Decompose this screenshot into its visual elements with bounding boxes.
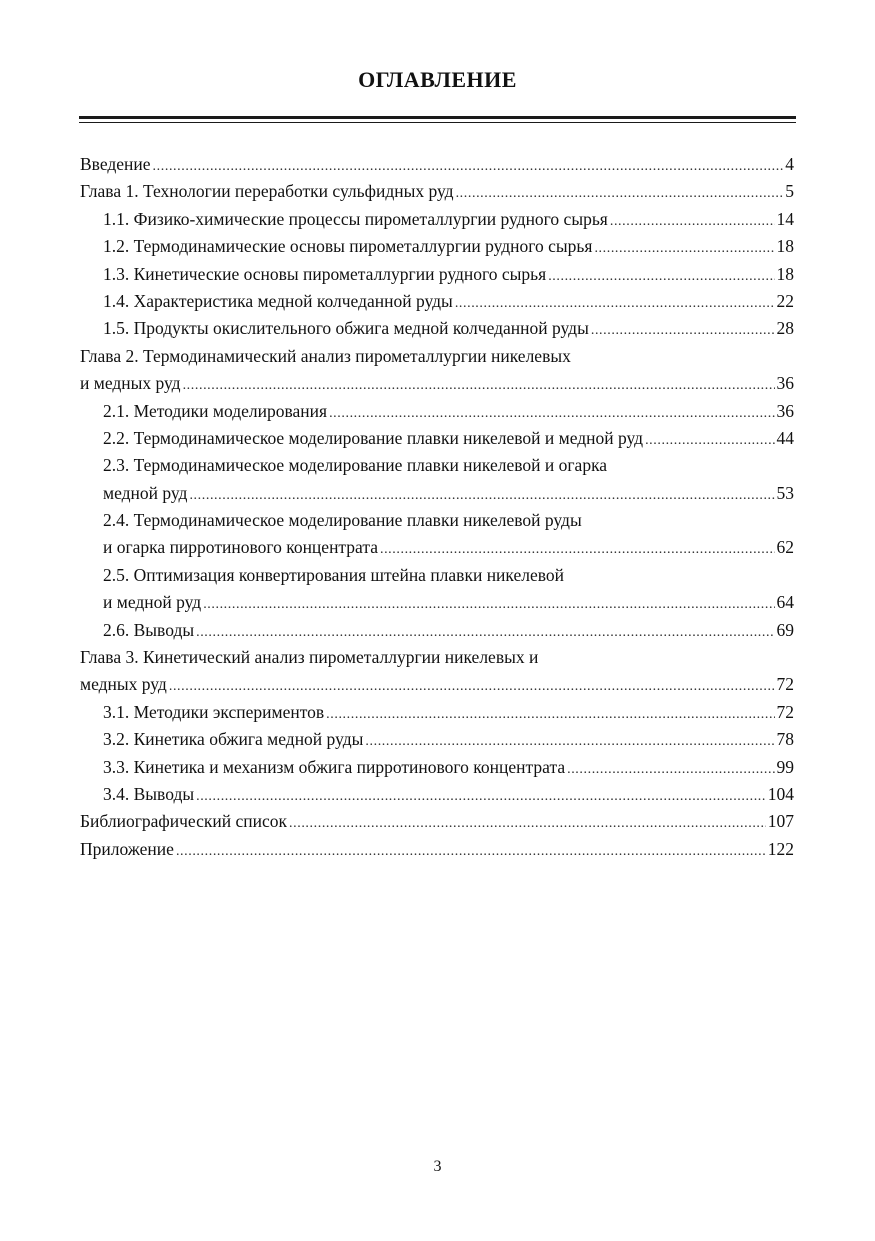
- toc-entry-page: 36: [776, 400, 794, 421]
- dot-leader: [456, 180, 784, 207]
- toc-entry-title: 2.4. Термодинамическое моделирование плавки никелевой руды: [103, 510, 582, 531]
- toc-entry-title: 3.2. Кинетика обжига медной руды: [103, 729, 364, 750]
- toc-entry-page: 107: [767, 811, 794, 832]
- toc-entry-chapter-3-line-1[interactable]: [80, 644, 794, 671]
- toc-entry-title: медных руд: [80, 674, 167, 695]
- toc-entry-section-3-2[interactable]: [80, 726, 794, 753]
- toc-entry-title: и медной руд: [103, 592, 202, 613]
- dot-leader: [329, 400, 774, 427]
- toc-entry-title: 1.3. Кинетические основы пирометаллургии рудного сырья: [103, 263, 547, 284]
- dot-leader: [645, 427, 774, 454]
- toc-entry-page: 122: [767, 838, 794, 859]
- dot-leader: [183, 372, 775, 399]
- toc-entry-section-2-6[interactable]: [80, 617, 794, 644]
- toc-entry-title: и медных руд: [80, 373, 181, 394]
- page-title: ОГЛАВЛЕНИЕ: [358, 67, 517, 92]
- toc-entry-section-1-2[interactable]: [80, 233, 794, 260]
- page-number: 3: [433, 1158, 442, 1175]
- toc-entry-page: 4: [785, 154, 794, 174]
- dot-leader: [591, 317, 775, 344]
- toc-entry-page: 78: [776, 729, 794, 750]
- toc-entry-section-1-4[interactable]: [80, 288, 794, 315]
- dot-leader: [289, 810, 766, 837]
- toc-entry-title: 3.4. Выводы: [103, 783, 195, 804]
- toc-entry-chapter-2-line-1[interactable]: [80, 343, 794, 370]
- toc-entry-section-2-4-line-2[interactable]: [80, 534, 794, 561]
- toc-entry-section-2-4-line-1[interactable]: [80, 507, 794, 534]
- toc-entry-title: 3.1. Методики экспериментов: [103, 701, 325, 722]
- toc-entry-section-2-2[interactable]: [80, 425, 794, 452]
- toc-entry-section-1-5[interactable]: [80, 315, 794, 342]
- table-of-contents: [80, 151, 794, 863]
- toc-entry-title: 3.3. Кинетика и механизм обжига пирротинового концентрата: [103, 756, 566, 777]
- dot-leader: [176, 838, 766, 865]
- toc-entry-section-1-3[interactable]: [80, 261, 794, 288]
- toc-entry-page: 64: [776, 592, 794, 613]
- toc-entry-page: 72: [776, 674, 794, 695]
- toc-entry-title: Глава 2. Термодинамический анализ пирометаллургии никелевых: [80, 345, 571, 366]
- dot-leader: [594, 235, 774, 262]
- toc-entry-appendix[interactable]: [80, 836, 794, 863]
- toc-entry-section-2-5-line-2[interactable]: [80, 589, 794, 616]
- toc-entry-title: 1.4. Характеристика медной колчеданной руды: [103, 290, 453, 311]
- toc-entry-page: 53: [776, 482, 794, 503]
- toc-entry-page: 14: [776, 208, 794, 229]
- dot-leader: [567, 756, 774, 783]
- toc-entry-title: 2.2. Термодинамическое моделирование плавки никелевой и медной руд: [103, 427, 644, 448]
- dot-leader: [196, 619, 774, 646]
- toc-entry-chapter-3-line-2[interactable]: [80, 671, 794, 698]
- toc-entry-title: Библиографический список: [80, 811, 288, 832]
- toc-entry-title: Введение: [80, 154, 151, 174]
- dot-leader: [380, 536, 775, 563]
- toc-entry-page: 69: [776, 619, 794, 640]
- toc-entry-title: 2.1. Методики моделирования: [103, 400, 328, 421]
- toc-entry-page: 28: [776, 318, 794, 339]
- toc-entry-page: 18: [776, 263, 794, 284]
- toc-entry-intro[interactable]: [80, 151, 794, 178]
- toc-entry-bibliography[interactable]: [80, 808, 794, 835]
- toc-entry-title: Глава 1. Технологии переработки сульфидных руд: [80, 181, 454, 202]
- toc-entry-page: 72: [776, 701, 794, 722]
- toc-entry-section-3-3[interactable]: [80, 754, 794, 781]
- toc-entry-section-2-3-line-2[interactable]: [80, 480, 794, 507]
- dot-leader: [203, 591, 774, 618]
- toc-entry-chapter-2-line-2[interactable]: [80, 370, 794, 397]
- toc-entry-section-3-4[interactable]: [80, 781, 794, 808]
- toc-entry-title: 1.5. Продукты окислительного обжига медной колчеданной руды: [103, 318, 589, 339]
- toc-entry-section-2-5-line-1[interactable]: [80, 562, 794, 589]
- toc-entry-section-3-1[interactable]: [80, 699, 794, 726]
- toc-entry-title: 2.5. Оптимизация конвертирования штейна плавки никелевой: [103, 564, 565, 585]
- toc-entry-title: 1.1. Физико-химические процессы пирометаллургии рудного сырья: [103, 208, 608, 229]
- toc-entry-chapter-1[interactable]: [80, 178, 794, 205]
- toc-entry-title: медной руд: [103, 482, 188, 503]
- toc-entry-title: и огарка пирротинового концентрата: [103, 537, 378, 558]
- title-rule-thin: [79, 122, 796, 123]
- dot-leader: [153, 153, 784, 180]
- toc-entry-title: 2.3. Термодинамическое моделирование плавки никелевой и огарка: [103, 455, 608, 476]
- toc-entry-page: 104: [767, 783, 794, 804]
- dot-leader: [326, 701, 774, 728]
- toc-entry-title: 1.2. Термодинамические основы пирометаллургии рудного сырья: [103, 236, 593, 257]
- dot-leader: [169, 673, 775, 700]
- toc-entry-page: 44: [776, 427, 794, 448]
- toc-entry-section-1-1[interactable]: [80, 206, 794, 233]
- toc-entry-page: 5: [785, 181, 794, 202]
- toc-entry-title: 2.6. Выводы: [103, 619, 195, 640]
- dot-leader: [548, 263, 774, 290]
- dot-leader: [365, 728, 774, 755]
- toc-entry-page: 62: [776, 537, 794, 558]
- toc-entry-title: Глава 3. Кинетический анализ пирометаллургии никелевых и: [80, 647, 539, 668]
- toc-entry-page: 36: [776, 373, 794, 394]
- toc-entry-page: 99: [776, 756, 794, 777]
- dot-leader: [455, 290, 775, 317]
- toc-entry-page: 18: [776, 236, 794, 257]
- dot-leader: [196, 783, 766, 810]
- dot-leader: [610, 208, 775, 235]
- toc-entry-section-2-1[interactable]: [80, 398, 794, 425]
- toc-entry-section-2-3-line-1[interactable]: [80, 452, 794, 479]
- toc-entry-title: Приложение: [80, 838, 174, 859]
- title-rule-thick: [79, 116, 796, 119]
- toc-entry-page: 22: [776, 290, 794, 311]
- dot-leader: [189, 482, 774, 509]
